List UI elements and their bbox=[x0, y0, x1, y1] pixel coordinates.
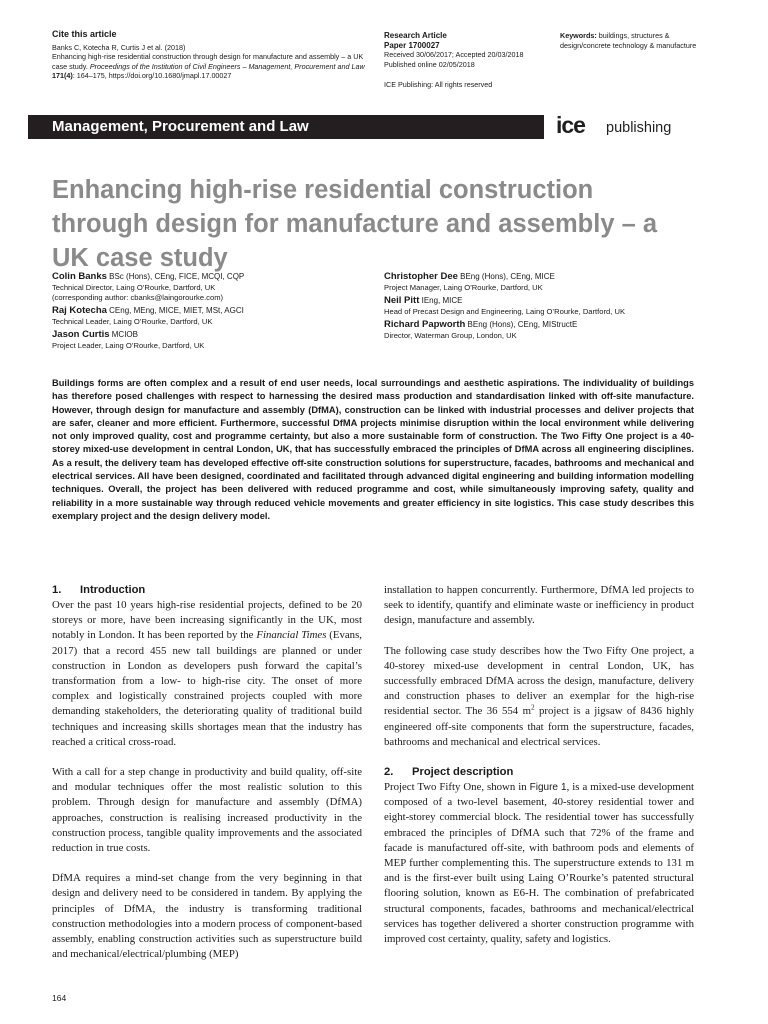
keywords-block bbox=[560, 31, 720, 51]
author-credentials: IEng, MICE bbox=[419, 296, 463, 305]
cite-authors: Banks C, Kotecha R, Curtis J et al. (2018) bbox=[52, 42, 186, 52]
section-title: Introduction bbox=[80, 584, 146, 596]
cite-reference bbox=[52, 52, 370, 81]
article-title: Enhancing high-rise residential construction through design for manufacture and assembly – a UK case study bbox=[52, 176, 658, 272]
author-name: Richard Papworth bbox=[384, 319, 466, 330]
paragraph: installation to happen concurrently. Furthermore, DfMA led projects to seek to identify, quantify and eliminate waste or inefficiency in product design, manufacture and assembly. bbox=[384, 584, 694, 627]
keywords-label: Keywords: bbox=[560, 31, 597, 40]
author-name: Jason Curtis bbox=[52, 329, 110, 340]
author-affiliation: Technical Director, Laing O’Rourke, Dartford, UK bbox=[52, 283, 216, 292]
author-contact[interactable]: (corresponding author: cbanks@laingorourke.com) bbox=[52, 293, 224, 302]
article-info bbox=[384, 31, 554, 90]
section-heading bbox=[384, 765, 694, 779]
paragraph bbox=[384, 644, 694, 750]
paragraph-text: The following case study describes how the Two Fifty One project, a 40-storey mixed-use development in central London, UK, has successfully embraced DfMA across the design, manufacture, delivery and construction phases to deliver an exemplar for the high-rise residential sector. The 36 554 m bbox=[384, 644, 694, 718]
figure-link[interactable]: Figure 1 bbox=[529, 782, 567, 794]
journal-name: Management, Procurement and Law bbox=[52, 118, 309, 135]
cite-heading: Cite this article bbox=[52, 29, 117, 39]
author bbox=[52, 271, 372, 303]
article-published: Published online 02/05/2018 bbox=[384, 59, 475, 69]
paragraph-text: , is a mixed-use development composed of a two-level basement, 40-storey residential tower and eight-storey commercial block. The residential tower has successfully embraced the principles of DfMA such that 72% of the frame and facade is manufactured off-site, with bathroom pods and elements of MEP further complementing this. The superstructure extends to 131 m and is the first-ever built using Laing O’Rourke’s patented structural flooring solution, known as E6-H. The combination of prefabricated structural components, facades, bathrooms and mechanical/electrical services has together delivered a shorter construction programme with improved cost certainty, quality, safety and logistics. bbox=[384, 781, 695, 946]
section-title: Project description bbox=[412, 766, 514, 779]
cite-volume: 171(4) bbox=[52, 71, 73, 80]
superscript: 2 bbox=[531, 703, 535, 712]
ice-publishing-logo bbox=[556, 113, 702, 141]
author bbox=[52, 305, 372, 327]
section-number: 1. bbox=[52, 584, 62, 596]
cite-title: Enhancing high-rise residential construction through design for manufacture and assembly – a UK case study. bbox=[52, 52, 364, 71]
author-credentials: BEng (Hons), CEng, MIStructE bbox=[465, 320, 578, 329]
page-number: 164 bbox=[52, 993, 67, 1003]
article-type: Research Article bbox=[384, 31, 447, 40]
article-copyright: ICE Publishing: All rights reserved bbox=[384, 80, 493, 89]
cite-journal: Proceedings of the Institution of Civil Engineers – Management, Procurement and Law bbox=[89, 61, 365, 71]
paragraph-text: Over the past 10 years high-rise residential projects, defined to be 20 storeys or more, have been increasing significantly in the UK, most notably in London. It has been reported by the bbox=[52, 599, 362, 642]
author bbox=[52, 329, 372, 351]
paragraph bbox=[52, 598, 362, 750]
author-affiliation: Project Manager, Laing O’Rourke, Dartford, UK bbox=[384, 283, 543, 292]
author bbox=[384, 295, 724, 317]
logo-ice: ice bbox=[556, 112, 585, 138]
paragraph: With a call for a step change in productivity and build quality, off-site and modular techniques offer the most realistic solution to this problem. Through design for manufacture and assembly (DfMA) approaches, construction is realising increased productivity in the construction process, tangible quality improvements and the associated reduction in true costs. bbox=[52, 766, 362, 855]
author-affiliation: Head of Precast Design and Engineering, Laing O’Rourke, Dartford, UK bbox=[384, 307, 626, 316]
author-credentials: BSc (Hons), CEng, FICE, MCQI, CQP bbox=[106, 272, 245, 281]
author-name: Colin Banks bbox=[52, 271, 107, 282]
body-column-left bbox=[52, 583, 362, 977]
author-affiliation: Project Leader, Laing O’Rourke, Dartford, UK bbox=[52, 341, 205, 350]
author bbox=[384, 319, 724, 341]
section-number: 2. bbox=[384, 766, 394, 779]
author-credentials: CEng, MEng, MICE, MIET, MSt, AGCI bbox=[106, 306, 244, 315]
cite-block bbox=[52, 30, 370, 81]
logo-publishing: publishing bbox=[606, 120, 672, 136]
citation-source: Financial Times bbox=[256, 629, 327, 642]
author-affiliation: Director, Waterman Group, London, UK bbox=[384, 331, 517, 340]
author-credentials: MCIOB bbox=[109, 330, 138, 339]
author-name: Raj Kotecha bbox=[52, 305, 107, 316]
authors-left bbox=[52, 271, 372, 353]
article-dates: Received 30/06/2017; Accepted 20/03/2018 bbox=[384, 50, 524, 59]
cite-doi[interactable]: : 164–175, https://doi.org/10.1680/jmapl.17.00027 bbox=[72, 71, 232, 80]
paragraph-text: project is a jigsaw of 8436 highly engineered off-site components that form the superstructure, facades, bathrooms and mechanical and electrical services. bbox=[384, 705, 695, 748]
author bbox=[384, 271, 724, 293]
author-affiliation: Technical Leader, Laing O’Rourke, Dartford, UK bbox=[52, 317, 213, 326]
body-column-right bbox=[384, 583, 694, 962]
section-heading bbox=[52, 583, 362, 597]
authors-right bbox=[384, 271, 724, 343]
author-credentials: BEng (Hons), CEng, MICE bbox=[457, 272, 555, 281]
abstract: Buildings forms are often complex and a result of end user needs, local surroundings and aesthetic aspirations. The individuality of buildings has therefore posed challenges with respect to harnessing the desired mass production and standardisation linked with off-site manufacture. However, through design for manufacture and assembly (DfMA), construction can be linked with industrial processes and deliver projects that are safer, cleaner and more efficient. Furthermore, successful DfMA projects minimise disruption within the local environment while delivering not only improved quality, cost and programme certainty, but also a more sustainable form of construction. The Two Fifty One project is a 40-storey mixed-use development in central London, UK, that has successfully embraced the principles of DfMA across all engineering disciplines. As a result, the delivery team has developed effective off-site construction solutions for superstructure, facades, bathrooms and mechanical and electrical services. All have been designed, coordinated and facilitated through advanced digital engineering and building information modelling techniques. Overall, the project has been delivered with reduced programme and cost, while simultaneously improving safety, quality and reliability in a more sustainable way through reduced vehicle movements and greater efficiency in site logistics. This case study describes this exemplary project and the design delivery model. bbox=[52, 378, 694, 521]
author-name: Neil Pitt bbox=[384, 295, 420, 306]
paper-number: Paper 1700027 bbox=[384, 40, 440, 50]
journal-banner bbox=[28, 115, 544, 139]
paragraph-text: Project Two Fifty One, shown in bbox=[384, 781, 530, 794]
paragraph: DfMA requires a mind-set change from the very beginning in that design and delivery need to be considered in tandem. By applying the principles of DfMA, the industry is transforming traditional construction methodologies into a modern process of component-based assembly, enabling construction activities such as superstructure build and mechanical/electrical/plumbing (MEP) bbox=[52, 872, 362, 961]
keywords-text: buildings, structures & design/concrete technology & manufacture bbox=[560, 31, 697, 50]
paragraph-text: (Evans, 2017) that a record 455 new tall buildings are planned or under construction in London as developers push forward the capital’s transformation from a low- to high-rise city. The onset of more complex and logistically constrained projects coupled with more demanding stakeholders, the deteriorating quality of traditional build techniques and increasing skills shortages mean that the industry has reached a critical cross-road. bbox=[52, 629, 362, 748]
author-name: Christopher Dee bbox=[384, 271, 458, 282]
paragraph bbox=[384, 780, 694, 947]
